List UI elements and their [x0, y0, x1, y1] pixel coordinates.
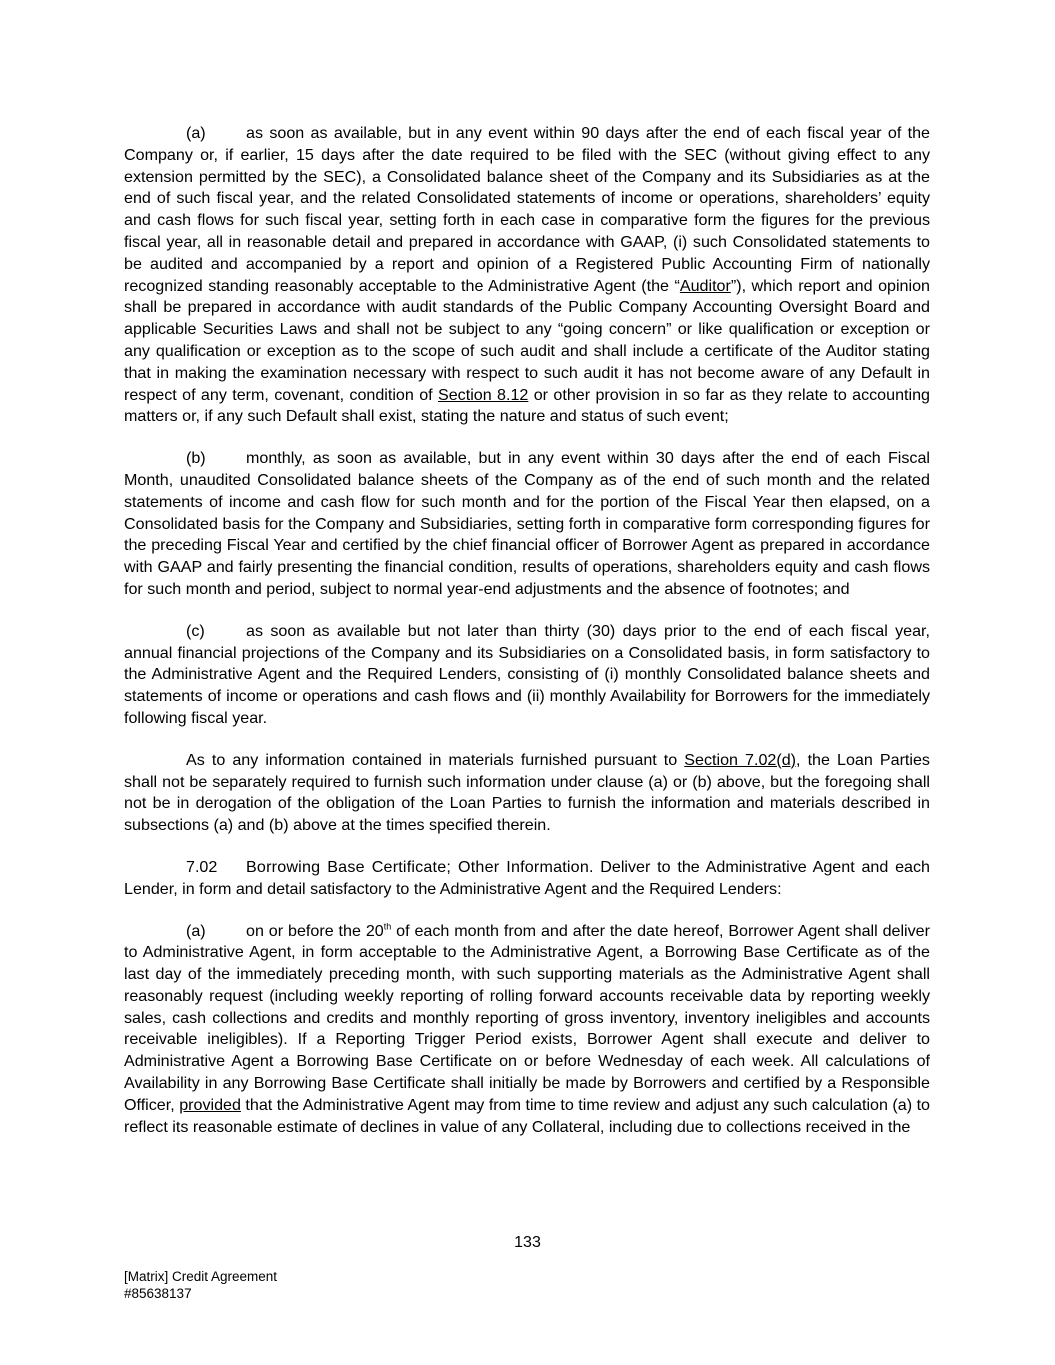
paragraph-text: of each month from and after the date hereof, Borrower Agent shall deliver to Administrative Agent, in form acceptable to the Administrative Agent, a Borrowing Base Certificate as of the last day of the immediately preceding month, with such supporting materials as the Administrative Agent shall reasonably request (including weekly reporting of rolling forward accounts receivable data by reporting weekly sales, cash collections and credits and monthly reporting of gross inventory, inventory ineligibles and accounts receivable ineligibles). If a Reporting Trigger Period exists, Borrower Agent shall execute and deliver to Administrative Agent a Borrowing Base Certificate on or before Wednesday of each week. All calculations of Availability in any Borrowing Base Certificate shall initially be made by Borrowers and certified by a Responsible Officer,	[124, 921, 930, 1114]
footer-title: [Matrix] Credit Agreement	[124, 1269, 278, 1284]
paragraph-text: that the Administrative Agent may from time to time review and adjust any such calculation (a) to reflect its reasonable estimate of declines in value of any Collateral, including due to collections received in the	[124, 1095, 930, 1136]
defined-term-auditor: Auditor	[679, 276, 731, 295]
paragraph-c	[124, 621, 930, 730]
paragraph-label: (c)	[186, 621, 205, 640]
paragraph-label: (a)	[186, 124, 206, 142]
section-number: 7.02	[186, 857, 218, 876]
footer-doc-id: #85638137	[124, 1286, 192, 1301]
paragraph-text: monthly, as soon as available, but in any event within 30 days after the end of each Fiscal Month, unaudited Consolidated balance sheets of the Company as of the end of such month and the related statements of income and cash flow for such month and for the portion of the Fiscal Year then elapsed, on a Consolidated basis for the Company and Subsidiaries, setting forth in comparative form corresponding figures for the preceding Fiscal Year and certified by the chief financial officer of Borrower Agent as prepared in accordance with GAAP and fairly presenting the financial condition, results of operations, shareholders equity and cash flows for such month and period, subject to normal year-end adjustments and the absence of footnotes; and	[124, 449, 930, 598]
footer	[124, 1268, 277, 1302]
provided-term: provided	[179, 1095, 241, 1114]
paragraph-text: on or before the 20	[246, 921, 384, 940]
paragraph-text: as soon as available but not later than thirty (30) days prior to the end of each fiscal year, annual financial projections of the Company and its Subsidiaries on a Consolidated basis, in form satisfactory to the Administrative Agent and the Required Lenders, consisting of (i) monthly Consolidated balance sheets and statements of income or operations and cash flows and (ii) monthly Availability for Borrowers for the immediately following fiscal year.	[124, 621, 930, 727]
section-7-02	[124, 857, 930, 901]
paragraph-note	[124, 750, 930, 837]
paragraph-label: (a)	[186, 921, 206, 940]
paragraph-text: as soon as available, but in any event within 90 days after the end of each fiscal year of the Company or, if earlier, 15 days after the date required to be filed with the SEC (without giving effect to any extension permitted by the SEC), a Consolidated balance sheet of the Company and its Subsidiaries as at the end of such fiscal year, and the related Consolidated statements of income or operations, shareholders’ equity and cash flows for such fiscal year, setting forth in each case in comparative form the figures for the previous fiscal year, all in reasonable detail and prepared in accordance with GAAP, (i) such Consolidated statements to be audited and accompanied by a report and opinion of a Registered Public Accounting Firm of nationally recognized standing reasonably acceptable to the Administrative Agent (the “	[124, 124, 930, 295]
paragraph-text: As to any information contained in materials furnished pursuant to	[186, 750, 685, 769]
paragraph-label: (b)	[186, 449, 206, 468]
paragraph-text: , the Loan Parties shall not be separately required to furnish such information under clause (a) or (b) above, but the foregoing shall not be in derogation of the obligation of the Loan Parties to furnish the information and materials described in subsections (a) and (b) above at the times specified therein.	[124, 750, 930, 835]
paragraph-b	[124, 448, 930, 601]
paragraph-text: or other provision in so far as they relate to accounting matters or, if any such Default shall exist, stating the nature and status of such event;	[124, 385, 930, 426]
page-number: 133	[514, 1234, 541, 1251]
ordinal-suffix: th	[383, 921, 392, 932]
paragraph-a2	[124, 921, 930, 1139]
paragraph-a	[124, 123, 930, 428]
section-heading: Borrowing Base Certificate; Other Information	[246, 857, 589, 876]
document-body	[124, 123, 930, 1158]
paragraph-text: . Deliver to the Administrative Agent and each Lender, in form and detail satisfactory to the Administrative Agent and the Required Lenders:	[124, 857, 930, 898]
paragraph-text: ”), which report and opinion shall be prepared in accordance with audit standards of the Public Company Accounting Oversight Board and applicable Securities Laws and shall not be subject to any “going concern” or like qualification or exception or any qualification or exception as to the scope of such audit and shall include a certificate of the Auditor stating that in making the examination necessary with respect to such audit it has not become aware of any Default in respect of any term, covenant, condition of	[124, 276, 930, 404]
section-reference: Section 7.02(d)	[684, 750, 797, 769]
section-reference: Section 8.12	[437, 385, 529, 404]
